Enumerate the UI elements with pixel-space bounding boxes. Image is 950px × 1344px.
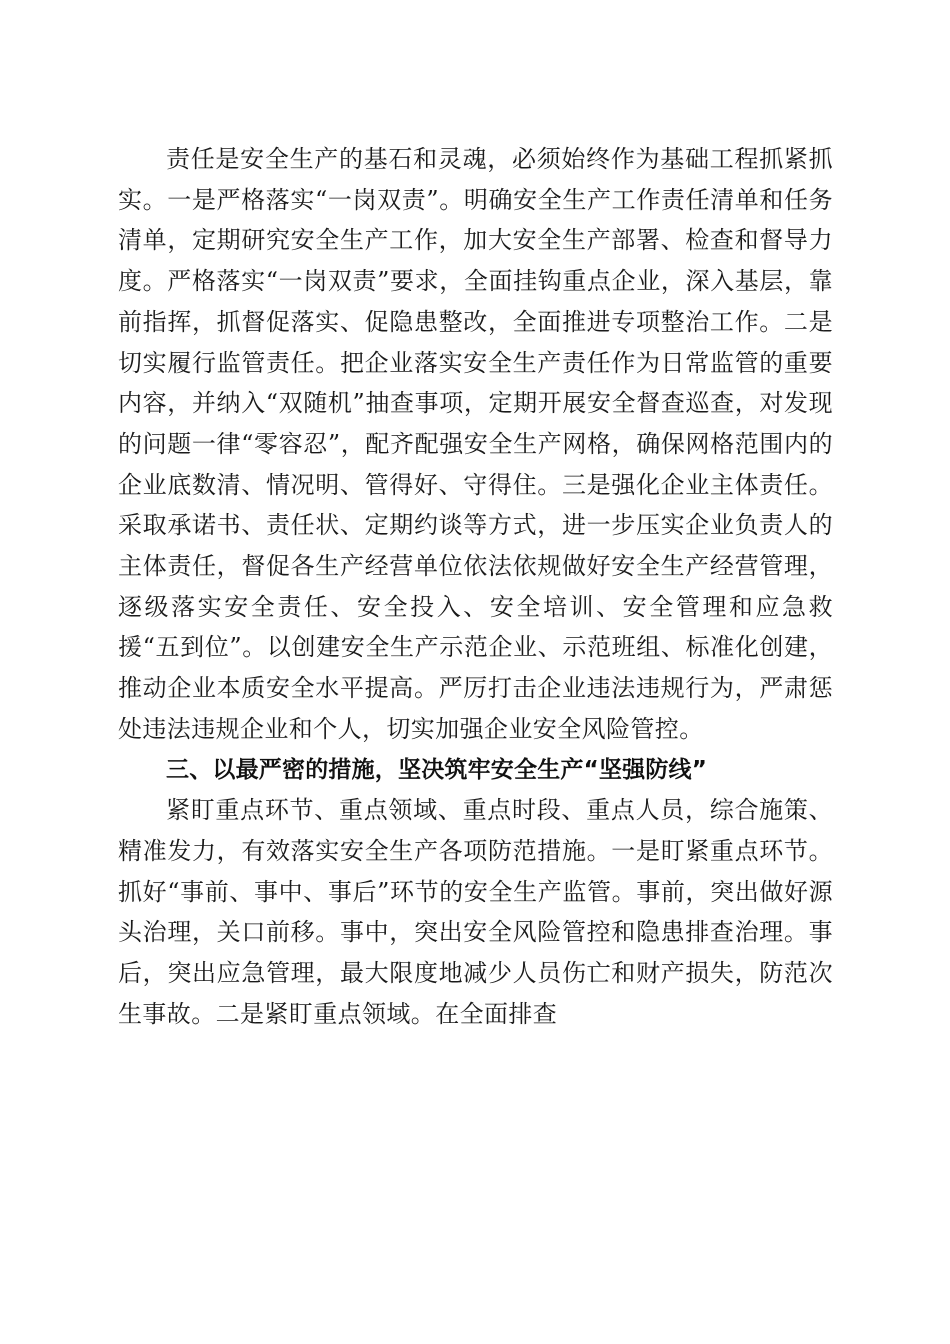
document-body (118, 139, 833, 1034)
section-heading-three: 三、以最严密的措施，坚决筑牢安全生产“坚强防线” (166, 756, 708, 783)
paragraph-responsibility: 责任是安全生产的基石和灵魂，必须始终作为基础工程抓紧抓实。一是严格落实“一岗双责”。明确安全生产工作责任清单和任务清单，定期研究安全生产工作，加大安全生产部署、检查和督导力度。严格落实“一岗双责”要求，全面挂钩重点企业，深入基层，靠前指挥，抓督促落实、促隐患整改，全面推进专项整治工作。二是切实履行监管责任。把企业落实安全生产责任作为日常监管的重要内容，并纳入“双随机”抽查事项，定期开展安全督查巡查，对发现的问题一律“零容忍”，配齐配强安全生产网格，确保网格范围内的企业底数清、情况明、管得好、守得住。三是强化企业主体责任。采取承诺书、责任状、定期约谈等方式，进一步压实企业负责人的主体责任，督促各生产经营单位依法依规做好安全生产经营管理，逐级落实安全责任、安全投入、安全培训、安全管理和应急救援“五到位”。以创建安全生产示范企业、示范班组、标准化创建，推动企业本质安全水平提高。严厉打击企业违法违规行为，严肃惩处违法违规企业和个人，切实加强企业安全风险管控。 (118, 145, 833, 743)
paragraph-measures: 紧盯重点环节、重点领域、重点时段、重点人员，综合施策、精准发力，有效落实安全生产各项防范措施。一是盯紧重点环节。抓好“事前、事中、事后”环节的安全生产监管。事前，突出做好源头治理，关口前移。事中，突出安全风险管控和隐患排查治理。事后，突出应急管理，最大限度地减少人员伤亡和财产损失，防范次生事故。二是紧盯重点领域。在全面排查 (118, 796, 833, 1028)
